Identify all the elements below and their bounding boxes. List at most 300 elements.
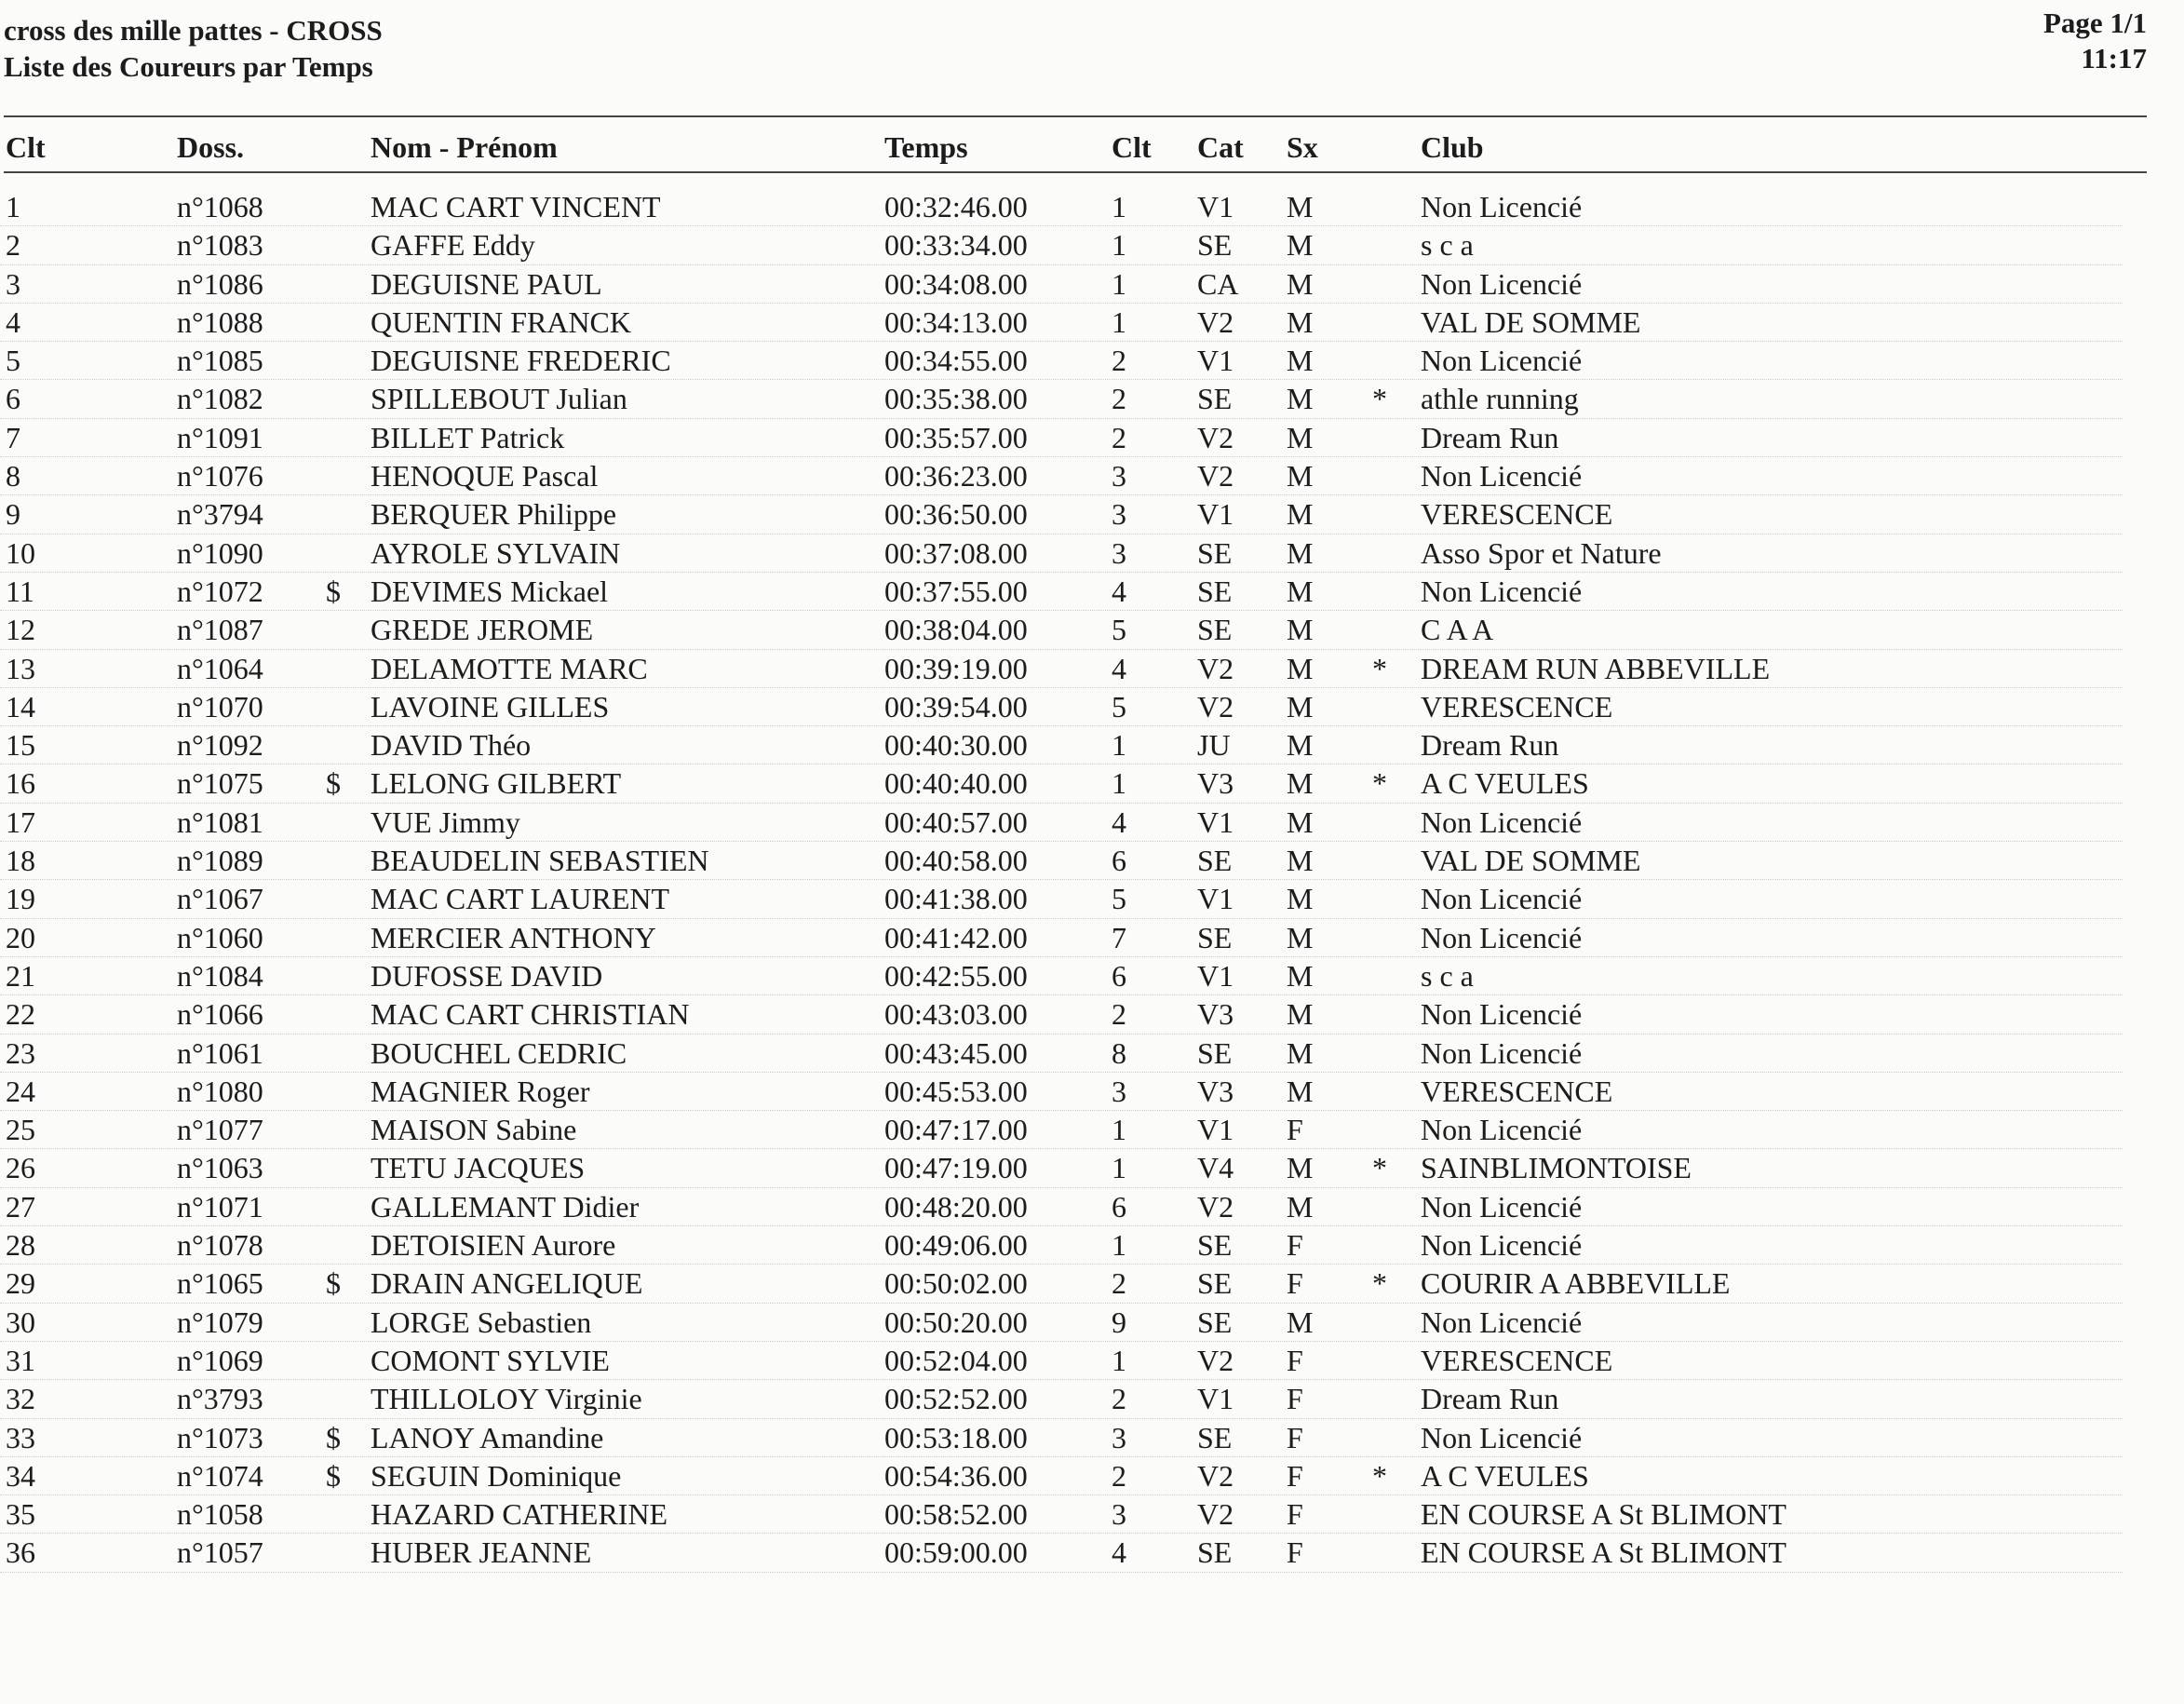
cell-doss: n°1068 xyxy=(177,190,263,223)
cell-nom: HUBER JEANNE xyxy=(371,1535,592,1570)
cell-cat: SE xyxy=(1197,1035,1233,1070)
cell-club: Non Licencié xyxy=(1421,1035,1583,1070)
cell-star: * xyxy=(1372,1151,1387,1185)
cell-clt: 33 xyxy=(6,1420,35,1454)
table-row xyxy=(0,995,2123,1034)
cell-club: Non Licencié xyxy=(1421,344,1583,378)
cell-sx: M xyxy=(1287,689,1314,724)
cell-doss: n°1061 xyxy=(177,1035,263,1070)
cell-nom: THILLOLOY Virginie xyxy=(371,1382,642,1416)
page-number: Page 1/1 xyxy=(2042,7,2147,39)
cell-clt: 12 xyxy=(6,613,35,647)
cell-cat: V1 xyxy=(1197,882,1234,916)
cell-temps: 00:40:58.00 xyxy=(884,844,1028,878)
cell-clt: 15 xyxy=(6,728,35,763)
cell-doss: n°3793 xyxy=(177,1382,263,1416)
table-row xyxy=(0,342,2123,380)
cell-temps: 00:35:57.00 xyxy=(884,420,1028,454)
cell-temps: 00:34:08.00 xyxy=(884,266,1028,301)
cell-sx: M xyxy=(1287,958,1314,993)
cell-club: Non Licencié xyxy=(1421,459,1583,494)
cell-cat-rank: 4 xyxy=(1112,1535,1126,1570)
cell-cat-rank: 1 xyxy=(1112,304,1126,339)
cell-cat-rank: 2 xyxy=(1112,997,1126,1032)
table-row xyxy=(0,764,2123,803)
cell-nom: MERCIER ANTHONY xyxy=(371,920,656,954)
cell-temps: 00:41:42.00 xyxy=(884,920,1028,954)
cell-star: * xyxy=(1372,766,1387,801)
cell-sx: M xyxy=(1287,844,1314,878)
cell-club: Non Licencié xyxy=(1421,882,1583,916)
cell-cat-rank: 1 xyxy=(1112,190,1126,223)
cell-clt: 2 xyxy=(6,228,20,263)
cell-clt: 22 xyxy=(6,997,35,1032)
cell-clt: 4 xyxy=(6,304,20,339)
cell-star: * xyxy=(1372,651,1387,685)
cell-temps: 00:47:17.00 xyxy=(884,1113,1028,1147)
cell-cat-rank: 2 xyxy=(1112,1458,1126,1493)
cell-star: * xyxy=(1372,1458,1387,1493)
cell-cat-rank: 6 xyxy=(1112,1189,1126,1224)
cell-cat: V2 xyxy=(1197,1343,1234,1377)
cell-sx: M xyxy=(1287,1189,1314,1224)
cell-club: VERESCENCE xyxy=(1421,1074,1613,1108)
cell-nom: DEVIMES Mickael xyxy=(371,574,609,608)
cell-clt: 17 xyxy=(6,805,35,839)
cell-temps: 00:34:55.00 xyxy=(884,344,1028,378)
cell-clt: 35 xyxy=(6,1497,35,1532)
cell-cat-rank: 5 xyxy=(1112,689,1126,724)
cell-doss: n°1091 xyxy=(177,420,263,454)
cell-cat: SE xyxy=(1197,1420,1233,1454)
cell-cat: SE xyxy=(1197,1266,1233,1301)
cell-cat-rank: 3 xyxy=(1112,497,1126,532)
cell-temps: 00:42:55.00 xyxy=(884,958,1028,993)
cell-cat-rank: 5 xyxy=(1112,882,1126,916)
cell-sx: F xyxy=(1287,1535,1303,1570)
cell-temps: 00:59:00.00 xyxy=(884,1535,1028,1570)
cell-clt: 30 xyxy=(6,1305,35,1339)
cell-cat-rank: 2 xyxy=(1112,420,1126,454)
table-row xyxy=(0,880,2123,918)
cell-sx: F xyxy=(1287,1497,1303,1532)
cell-doss: n°1066 xyxy=(177,997,263,1032)
cell-cat: V2 xyxy=(1197,689,1234,724)
cell-star: * xyxy=(1372,382,1387,416)
cell-cat-rank: 1 xyxy=(1112,1151,1126,1185)
cell-sx: M xyxy=(1287,997,1314,1032)
cell-club: Dream Run xyxy=(1421,420,1559,454)
cell-sx: M xyxy=(1287,1151,1314,1185)
cell-club: Non Licencié xyxy=(1421,1113,1583,1147)
cell-clt: 18 xyxy=(6,844,35,878)
cell-cat-rank: 4 xyxy=(1112,805,1126,839)
cell-cat: V3 xyxy=(1197,1074,1234,1108)
document-subtitle: Liste des Coureurs par Temps xyxy=(4,50,373,83)
cell-cat: V1 xyxy=(1197,1382,1234,1416)
cell-sx: M xyxy=(1287,651,1314,685)
cell-clt: 25 xyxy=(6,1113,35,1147)
cell-club: Non Licencié xyxy=(1421,1189,1583,1224)
cell-mark: $ xyxy=(326,574,341,608)
cell-doss: n°1073 xyxy=(177,1420,263,1454)
cell-club: Dream Run xyxy=(1421,1382,1559,1416)
cell-temps: 00:34:13.00 xyxy=(884,304,1028,339)
cell-temps: 00:43:03.00 xyxy=(884,997,1028,1032)
cell-club: COURIR A ABBEVILLE xyxy=(1421,1266,1731,1301)
cell-clt: 29 xyxy=(6,1266,35,1301)
top-rule xyxy=(4,115,2147,117)
cell-clt: 27 xyxy=(6,1189,35,1224)
cell-sx: M xyxy=(1287,882,1314,916)
cell-doss: n°1060 xyxy=(177,920,263,954)
cell-temps: 00:40:40.00 xyxy=(884,766,1028,801)
cell-doss: n°1064 xyxy=(177,651,263,685)
header-cat: Cat xyxy=(1197,130,1244,164)
table-row xyxy=(0,1188,2123,1226)
cell-club: EN COURSE A St BLIMONT xyxy=(1421,1497,1786,1532)
cell-temps: 00:39:54.00 xyxy=(884,689,1028,724)
cell-clt: 5 xyxy=(6,344,20,378)
cell-nom: DETOISIEN Aurore xyxy=(371,1228,616,1263)
cell-cat: JU xyxy=(1197,728,1231,763)
cell-doss: n°1082 xyxy=(177,382,263,416)
cell-cat-rank: 3 xyxy=(1112,459,1126,494)
cell-sx: M xyxy=(1287,1305,1314,1339)
cell-temps: 00:32:46.00 xyxy=(884,190,1028,223)
table-row xyxy=(0,1264,2123,1303)
cell-sx: F xyxy=(1287,1382,1303,1416)
cell-club: Dream Run xyxy=(1421,728,1559,763)
cell-temps: 00:37:08.00 xyxy=(884,535,1028,570)
cell-cat-rank: 4 xyxy=(1112,574,1126,608)
cell-temps: 00:40:30.00 xyxy=(884,728,1028,763)
header-club: Club xyxy=(1421,130,1484,164)
cell-cat: CA xyxy=(1197,266,1239,301)
cell-nom: MAGNIER Roger xyxy=(371,1074,590,1108)
table-row xyxy=(0,1111,2123,1149)
cell-club: Non Licencié xyxy=(1421,1305,1583,1339)
cell-cat-rank: 3 xyxy=(1112,1420,1126,1454)
cell-doss: n°1076 xyxy=(177,459,263,494)
cell-club: VERESCENCE xyxy=(1421,497,1613,532)
cell-clt: 9 xyxy=(6,497,20,532)
cell-cat: V2 xyxy=(1197,304,1234,339)
cell-temps: 00:41:38.00 xyxy=(884,882,1028,916)
table-row xyxy=(0,1419,2123,1457)
cell-temps: 00:54:36.00 xyxy=(884,1458,1028,1493)
cell-sx: M xyxy=(1287,805,1314,839)
cell-nom: SEGUIN Dominique xyxy=(371,1458,622,1493)
table-row xyxy=(0,573,2123,611)
cell-cat: SE xyxy=(1197,613,1233,647)
cell-doss: n°1069 xyxy=(177,1343,263,1377)
table-row xyxy=(0,380,2123,418)
cell-nom: MAISON Sabine xyxy=(371,1113,577,1147)
cell-cat-rank: 3 xyxy=(1112,1074,1126,1108)
cell-temps: 00:53:18.00 xyxy=(884,1420,1028,1454)
table-row xyxy=(0,1380,2123,1418)
cell-doss: n°1067 xyxy=(177,882,263,916)
cell-club: VAL DE SOMME xyxy=(1421,844,1641,878)
cell-club: Asso Spor et Nature xyxy=(1421,535,1662,570)
cell-clt: 36 xyxy=(6,1535,35,1570)
cell-nom: HAZARD CATHERINE xyxy=(371,1497,668,1532)
cell-temps: 00:45:53.00 xyxy=(884,1074,1028,1108)
cell-club: Non Licencié xyxy=(1421,997,1583,1032)
cell-doss: n°1065 xyxy=(177,1266,263,1301)
cell-doss: n°1074 xyxy=(177,1458,263,1493)
page-info xyxy=(2043,6,2147,76)
cell-nom: MAC CART CHRISTIAN xyxy=(371,997,690,1032)
cell-nom: AYROLE SYLVAIN xyxy=(371,535,621,570)
cell-club: EN COURSE A St BLIMONT xyxy=(1421,1535,1786,1570)
header-clt: Clt xyxy=(6,130,46,164)
table-row xyxy=(0,419,2123,457)
cell-club: Non Licencié xyxy=(1421,266,1583,301)
cell-cat: V2 xyxy=(1197,459,1234,494)
header-cat-rank: Clt xyxy=(1112,130,1152,164)
cell-nom: LORGE Sebastien xyxy=(371,1305,592,1339)
cell-temps: 00:49:06.00 xyxy=(884,1228,1028,1263)
cell-sx: M xyxy=(1287,497,1314,532)
cell-sx: M xyxy=(1287,420,1314,454)
cell-doss: n°3794 xyxy=(177,497,263,532)
table-row xyxy=(0,534,2123,573)
table-row xyxy=(0,688,2123,726)
cell-clt: 28 xyxy=(6,1228,35,1263)
cell-cat: SE xyxy=(1197,844,1233,878)
print-time: 11:17 xyxy=(2081,42,2147,74)
cell-cat: V2 xyxy=(1197,651,1234,685)
cell-cat-rank: 1 xyxy=(1112,266,1126,301)
header-sx: Sx xyxy=(1287,130,1318,164)
cell-cat: SE xyxy=(1197,228,1233,263)
cell-cat: V1 xyxy=(1197,190,1234,223)
cell-temps: 00:37:55.00 xyxy=(884,574,1028,608)
cell-club: SAINBLIMONTOISE xyxy=(1421,1151,1692,1185)
document-title: cross des mille pattes - CROSS xyxy=(4,14,383,47)
table-row xyxy=(0,1035,2123,1073)
cell-club: Non Licencié xyxy=(1421,574,1583,608)
cell-nom: TETU JACQUES xyxy=(371,1151,586,1185)
cell-cat: V2 xyxy=(1197,420,1234,454)
cell-sx: M xyxy=(1287,613,1314,647)
cell-cat: SE xyxy=(1197,535,1233,570)
cell-sx: M xyxy=(1287,574,1314,608)
table-row xyxy=(0,919,2123,957)
cell-doss: n°1079 xyxy=(177,1305,263,1339)
cell-nom: LAVOINE GILLES xyxy=(371,689,610,724)
cell-cat: V1 xyxy=(1197,958,1234,993)
cell-clt: 1 xyxy=(6,190,20,223)
cell-doss: n°1057 xyxy=(177,1535,263,1570)
table-row xyxy=(0,842,2123,880)
cell-sx: M xyxy=(1287,766,1314,801)
cell-temps: 00:52:52.00 xyxy=(884,1382,1028,1416)
cell-nom: BOUCHEL CEDRIC xyxy=(371,1035,627,1070)
cell-cat: V2 xyxy=(1197,1458,1234,1493)
table-row xyxy=(0,1457,2123,1495)
cell-sx: M xyxy=(1287,266,1314,301)
cell-sx: M xyxy=(1287,1074,1314,1108)
cell-doss: n°1083 xyxy=(177,228,263,263)
cell-cat-rank: 2 xyxy=(1112,382,1126,416)
cell-cat: SE xyxy=(1197,920,1233,954)
cell-cat: V1 xyxy=(1197,344,1234,378)
cell-club: A C VEULES xyxy=(1421,766,1589,801)
cell-cat: V4 xyxy=(1197,1151,1234,1185)
cell-cat: SE xyxy=(1197,574,1233,608)
cell-sx: M xyxy=(1287,920,1314,954)
cell-mark: $ xyxy=(326,1266,341,1301)
cell-nom: BERQUER Philippe xyxy=(371,497,617,532)
header-rule xyxy=(4,171,2147,173)
cell-clt: 8 xyxy=(6,459,20,494)
cell-temps: 00:48:20.00 xyxy=(884,1189,1028,1224)
cell-clt: 6 xyxy=(6,382,20,416)
cell-sx: M xyxy=(1287,228,1314,263)
cell-cat: V1 xyxy=(1197,497,1234,532)
cell-cat-rank: 8 xyxy=(1112,1035,1126,1070)
cell-cat: SE xyxy=(1197,1305,1233,1339)
cell-clt: 24 xyxy=(6,1074,35,1108)
cell-doss: n°1090 xyxy=(177,535,263,570)
cell-nom: DUFOSSE DAVID xyxy=(371,958,603,993)
cell-clt: 7 xyxy=(6,420,20,454)
cell-temps: 00:39:19.00 xyxy=(884,651,1028,685)
cell-clt: 23 xyxy=(6,1035,35,1070)
cell-cat: V2 xyxy=(1197,1497,1234,1532)
table-row xyxy=(0,1304,2123,1342)
cell-doss: n°1086 xyxy=(177,266,263,301)
cell-temps: 00:58:52.00 xyxy=(884,1497,1028,1532)
header-doss: Doss. xyxy=(177,130,245,164)
cell-club: athle running xyxy=(1421,382,1579,416)
cell-clt: 20 xyxy=(6,920,35,954)
cell-temps: 00:40:57.00 xyxy=(884,805,1028,839)
cell-doss: n°1080 xyxy=(177,1074,263,1108)
cell-clt: 32 xyxy=(6,1382,35,1416)
cell-sx: F xyxy=(1287,1266,1303,1301)
cell-cat-rank: 2 xyxy=(1112,1266,1126,1301)
cell-nom: GREDE JEROME xyxy=(371,613,594,647)
cell-cat-rank: 1 xyxy=(1112,1343,1126,1377)
cell-doss: n°1089 xyxy=(177,844,263,878)
cell-clt: 14 xyxy=(6,689,35,724)
cell-nom: COMONT SYLVIE xyxy=(371,1343,610,1377)
cell-clt: 34 xyxy=(6,1458,35,1493)
cell-sx: F xyxy=(1287,1343,1303,1377)
cell-clt: 10 xyxy=(6,535,35,570)
cell-temps: 00:36:50.00 xyxy=(884,497,1028,532)
cell-cat-rank: 6 xyxy=(1112,958,1126,993)
cell-nom: DAVID Théo xyxy=(371,728,532,763)
table-row xyxy=(0,611,2123,649)
cell-nom: DELAMOTTE MARC xyxy=(371,651,648,685)
cell-sx: M xyxy=(1287,382,1314,416)
cell-sx: M xyxy=(1287,344,1314,378)
table-row xyxy=(0,1534,2123,1572)
cell-nom: DEGUISNE PAUL xyxy=(371,266,602,301)
cell-club: DREAM RUN ABBEVILLE xyxy=(1421,651,1771,685)
cell-sx: M xyxy=(1287,728,1314,763)
cell-temps: 00:50:02.00 xyxy=(884,1266,1028,1301)
cell-sx: M xyxy=(1287,304,1314,339)
header-nom: Nom - Prénom xyxy=(371,130,558,164)
cell-club: A C VEULES xyxy=(1421,1458,1589,1493)
cell-cat-rank: 1 xyxy=(1112,1228,1126,1263)
cell-clt: 21 xyxy=(6,958,35,993)
cell-temps: 00:36:23.00 xyxy=(884,459,1028,494)
cell-sx: M xyxy=(1287,190,1314,223)
cell-doss: n°1072 xyxy=(177,574,263,608)
cell-cat-rank: 4 xyxy=(1112,651,1126,685)
table-row xyxy=(0,188,2123,226)
cell-cat-rank: 9 xyxy=(1112,1305,1126,1339)
cell-cat-rank: 2 xyxy=(1112,344,1126,378)
cell-temps: 00:50:20.00 xyxy=(884,1305,1028,1339)
cell-nom: BILLET Patrick xyxy=(371,420,565,454)
cell-sx: F xyxy=(1287,1113,1303,1147)
cell-cat-rank: 3 xyxy=(1112,535,1126,570)
cell-doss: n°1081 xyxy=(177,805,263,839)
cell-cat-rank: 2 xyxy=(1112,1382,1126,1416)
cell-mark: $ xyxy=(326,1420,341,1454)
cell-nom: LELONG GILBERT xyxy=(371,766,622,801)
cell-cat: V2 xyxy=(1197,1189,1234,1224)
cell-cat: SE xyxy=(1197,1535,1233,1570)
table-header xyxy=(0,130,2184,168)
cell-doss: n°1071 xyxy=(177,1189,263,1224)
cell-doss: n°1088 xyxy=(177,304,263,339)
table-row xyxy=(0,1226,2123,1264)
cell-sx: F xyxy=(1287,1228,1303,1263)
cell-sx: F xyxy=(1287,1420,1303,1454)
cell-club: VERESCENCE xyxy=(1421,689,1613,724)
cell-doss: n°1077 xyxy=(177,1113,263,1147)
cell-sx: M xyxy=(1287,459,1314,494)
table-row xyxy=(0,1073,2123,1111)
cell-doss: n°1087 xyxy=(177,613,263,647)
cell-doss: n°1075 xyxy=(177,766,263,801)
cell-cat-rank: 7 xyxy=(1112,920,1126,954)
cell-cat: SE xyxy=(1197,1228,1233,1263)
cell-doss: n°1070 xyxy=(177,689,263,724)
table-row xyxy=(0,265,2123,304)
cell-nom: QUENTIN FRANCK xyxy=(371,304,631,339)
cell-club: Non Licencié xyxy=(1421,190,1583,223)
cell-sx: M xyxy=(1287,1035,1314,1070)
cell-cat-rank: 1 xyxy=(1112,728,1126,763)
cell-clt: 11 xyxy=(6,574,34,608)
cell-nom: MAC CART LAURENT xyxy=(371,882,670,916)
cell-nom: MAC CART VINCENT xyxy=(371,190,661,223)
cell-temps: 00:35:38.00 xyxy=(884,382,1028,416)
table-row xyxy=(0,1342,2123,1380)
cell-cat: V1 xyxy=(1197,805,1234,839)
cell-club: C A A xyxy=(1421,613,1494,647)
cell-doss: n°1063 xyxy=(177,1151,263,1185)
cell-cat-rank: 5 xyxy=(1112,613,1126,647)
results-table xyxy=(0,188,2184,1573)
cell-cat-rank: 1 xyxy=(1112,1113,1126,1147)
cell-clt: 3 xyxy=(6,266,20,301)
cell-club: Non Licencié xyxy=(1421,1420,1583,1454)
cell-clt: 26 xyxy=(6,1151,35,1185)
header-temps: Temps xyxy=(884,130,968,164)
cell-nom: BEAUDELIN SEBASTIEN xyxy=(371,844,709,878)
